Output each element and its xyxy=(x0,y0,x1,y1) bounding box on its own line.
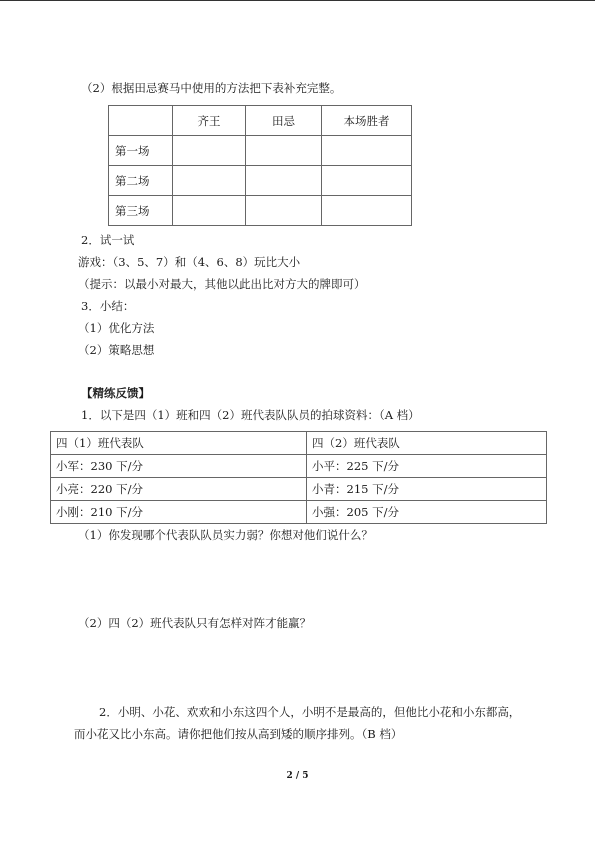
question-1-part-2: （2）四（2）班代表队只有怎样对阵才能赢？ xyxy=(78,616,312,630)
question-1-part-1: （1）你发现哪个代表队队员实力弱？你想对他们说什么？ xyxy=(78,528,373,542)
table-cell xyxy=(322,166,412,196)
header-winner: 本场胜者 xyxy=(322,106,412,136)
summary-item: （1）优化方法 xyxy=(78,321,155,335)
table-row xyxy=(51,478,547,501)
summary-item: （2）策略思想 xyxy=(78,343,155,357)
table-cell xyxy=(246,136,322,166)
table-row xyxy=(109,136,412,166)
table-cell: 小军：230 下/分 xyxy=(51,455,307,478)
table-cell xyxy=(173,136,246,166)
try-heading: 2．试一试 xyxy=(81,233,135,247)
table-cell xyxy=(173,166,246,196)
header-class-2: 四（2）班代表队 xyxy=(307,432,547,455)
table-cell xyxy=(173,196,246,226)
question-2-line-2: 而小花又比小东高。请你把他们按从高到矮的顺序排列。（B 档） xyxy=(74,727,403,741)
table-header-row xyxy=(51,432,547,455)
table-row xyxy=(109,196,412,226)
table-row xyxy=(51,501,547,524)
table-cell xyxy=(322,196,412,226)
game-text: 游戏：（3、5、7）和（4、6、8）玩比大小 xyxy=(78,255,301,269)
summary-heading: 3．小结： xyxy=(81,299,135,313)
row-label: 第三场 xyxy=(109,196,173,226)
table-row xyxy=(51,455,547,478)
page-number: 2 / 5 xyxy=(286,771,309,781)
table-header-row xyxy=(109,106,412,136)
table-cell: 小平：225 下/分 xyxy=(307,455,547,478)
question-1: 1．以下是四（1）班和四（2）班代表队队员的拍球资料：（A 档） xyxy=(81,408,420,422)
table-cell: 小刚：210 下/分 xyxy=(51,501,307,524)
table-cell: 小青：215 下/分 xyxy=(307,478,547,501)
top-rule xyxy=(0,0,595,1)
header-tian-ji: 田忌 xyxy=(246,106,322,136)
table-cell: 小亮：220 下/分 xyxy=(51,478,307,501)
row-label: 第二场 xyxy=(109,166,173,196)
table-row xyxy=(109,166,412,196)
row-label: 第一场 xyxy=(109,136,173,166)
table-cell xyxy=(246,196,322,226)
tian-ji-table xyxy=(108,105,412,226)
table-cell xyxy=(322,136,412,166)
table-cell xyxy=(246,166,322,196)
header-class-1: 四（1）班代表队 xyxy=(51,432,307,455)
team-table xyxy=(50,431,547,524)
question-2-line-1: 2．小明、小花、欢欢和小东这四个人，小明不是最高的，但他比小花和小东都高， xyxy=(99,705,521,719)
instruction-fill-table: （2）根据田忌赛马中使用的方法把下表补充完整。 xyxy=(81,81,342,95)
header-qi-wang: 齐王 xyxy=(173,106,246,136)
table-cell: 小强：205 下/分 xyxy=(307,501,547,524)
hint-text: （提示：以最小对最大，其他以此出比对方大的牌即可） xyxy=(78,277,366,291)
feedback-heading: 【精练反馈】 xyxy=(81,386,150,400)
header-empty-cell xyxy=(109,106,173,136)
